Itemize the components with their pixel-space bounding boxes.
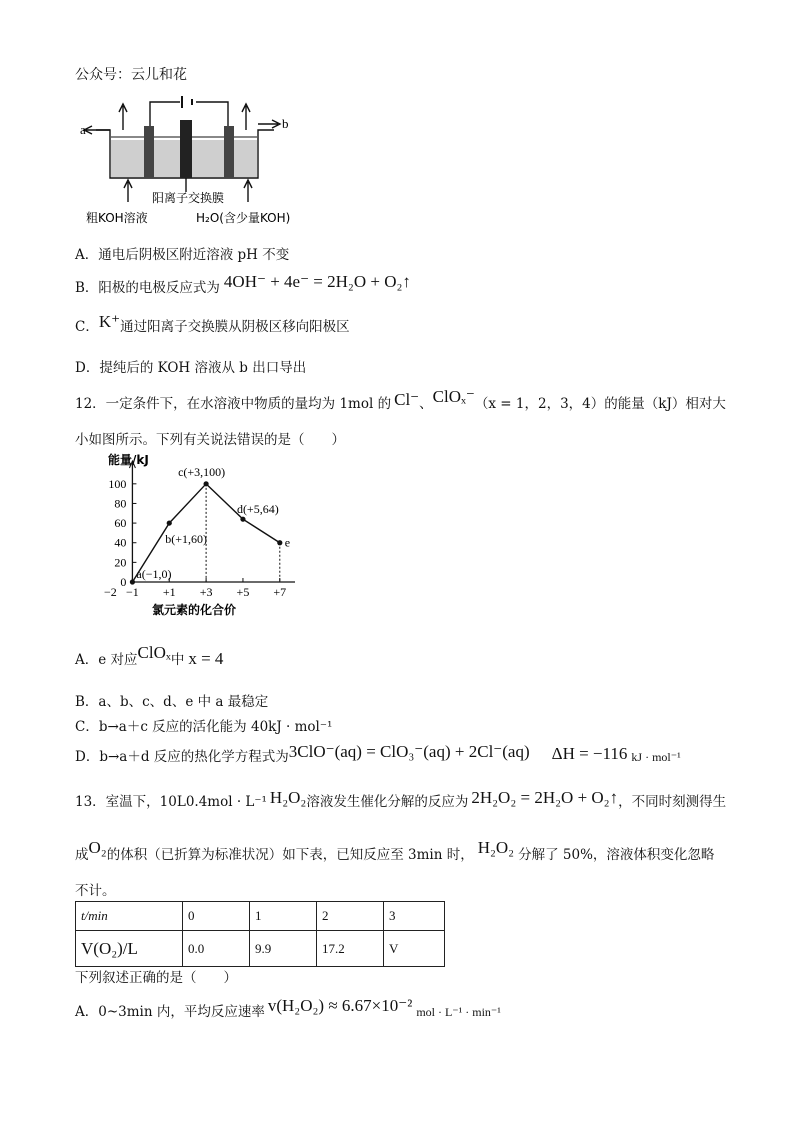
data-point: [204, 481, 209, 486]
x-tick-label: −2: [104, 585, 117, 599]
q12-option-b: B．a、b、c、d、e 中 a 最稳定: [75, 694, 269, 710]
table-row: [76, 931, 445, 967]
q12-option-a-symbol: ClOₓ: [137, 643, 171, 662]
chart-ylabel: 能量/kJ: [108, 453, 149, 467]
point-label: d(+5,64): [236, 502, 279, 517]
q13-option-a: [75, 996, 501, 1021]
x-tick-label: +7: [273, 585, 287, 599]
q12-option-a-mid: 中: [170, 652, 185, 668]
table-header-volume: V(O₂)/L: [76, 931, 183, 967]
data-point: [167, 520, 172, 525]
q13-h2o2: H₂O₂: [269, 788, 307, 807]
y-tick-label: 20: [114, 555, 127, 570]
q13-equation: 2H₂O₂ = 2H₂O + O₂↑: [471, 788, 619, 807]
q11-option-b-equation: 4OH⁻ + 4e⁻ = 2H₂O + O₂↑: [223, 272, 411, 291]
membrane-label: 阳离子交换膜: [152, 191, 225, 205]
x-tick-label: −1: [126, 585, 139, 599]
y-tick-label: 60: [114, 516, 127, 531]
q11-option-b: [75, 272, 411, 297]
outlet-b-label: b: [282, 116, 289, 131]
q12-stem-prefix: 12．一定条件下，在水溶液中物质的量均为 1mol 的: [75, 396, 392, 412]
q12-x-values: （x = 1，2，3，4）的能量（kJ）相对大: [474, 396, 726, 412]
q12-stem-line2: 小如图所示。下列有关说法错误的是（ ）: [75, 432, 345, 448]
q11-option-c: [75, 312, 350, 336]
q11-option-a: A．通电后阴极区附近溶液 pH 不变: [75, 247, 290, 263]
y-tick-label: 40: [114, 535, 127, 550]
q13-stem-mid: 溶液发生催化分解的反应为: [306, 794, 469, 810]
data-point: [240, 517, 245, 522]
table-cell: 1: [250, 902, 317, 931]
chart-xlabel: 氯元素的化合价: [152, 603, 237, 617]
q13-stem-line4: 下列叙述正确的是（ ）: [75, 970, 237, 986]
q13-stem-line3: 不计。: [75, 883, 116, 899]
y-tick-label: 0: [120, 575, 127, 589]
table-cell: V: [384, 931, 445, 967]
q12-option-d-prefix: D．b→a＋d 反应的热化学方程式为: [75, 749, 289, 765]
table-header-time: t/min: [81, 908, 108, 923]
q13-stem-line2: [75, 838, 715, 864]
q13-stem2-prefix: 成: [75, 847, 89, 863]
q13-stem2-mid: 的体积（已折算为标准状况）如下表，已知反应至 3min 时，: [106, 847, 474, 863]
table-cell: 0.0: [183, 931, 250, 967]
data-point: [130, 579, 135, 584]
q12-stem-line1: [75, 387, 726, 413]
y-tick-label: 80: [114, 496, 127, 511]
table-cell: 0: [183, 902, 250, 931]
q12-option-d: [75, 742, 681, 766]
q12-chloride: Cl⁻: [394, 390, 420, 409]
q12-option-d-unit: kJ · mol⁻¹: [631, 750, 681, 764]
left-inlet-label: 粗KOH溶液: [86, 211, 148, 225]
q13-option-a-prefix: A．0~3min 内，平均反应速率: [75, 1004, 265, 1020]
header-text: 公众号：云儿和花: [75, 67, 187, 83]
q13-h2o2-2: H₂O₂: [477, 838, 515, 857]
point-label: a(−1,0): [136, 567, 172, 581]
q12-option-a: [75, 643, 224, 669]
electrolysis-diagram: [78, 92, 318, 232]
y-tick-label: 100: [108, 476, 127, 491]
table-cell: 9.9: [250, 931, 317, 967]
q12-option-a-eq: x = 4: [188, 649, 224, 668]
q12-option-c: C．b→a＋c 反应的活化能为 40kJ · mol⁻¹: [75, 719, 333, 735]
q11-option-c-text: 通过阳离子交换膜从阴极区移向阳极区: [120, 319, 350, 335]
point-label: c(+3,100): [178, 464, 226, 479]
q13-option-a-unit: mol · L⁻¹ · min⁻¹: [416, 1005, 501, 1019]
q13-stem-end: ，不同时刻测得生: [618, 794, 727, 810]
q13-stem2-end: 分解了 50%，溶液体积变化忽略: [518, 847, 715, 863]
q13-stem-line1: [75, 790, 726, 811]
q11-option-c-symbol: K⁺: [98, 312, 121, 331]
table-cell: 2: [317, 902, 384, 931]
q12-separator: 、: [419, 396, 433, 412]
right-inlet-label: H₂O(含少量KOH): [196, 211, 291, 225]
point-label: b(+1,60): [165, 532, 208, 547]
q12-chlorate: ClOₓ⁻: [432, 387, 475, 406]
outlet-a-label: a: [80, 122, 86, 137]
data-point: [277, 540, 282, 545]
table-row: [76, 902, 445, 931]
table-cell: 3: [384, 902, 445, 931]
x-tick-label: +3: [199, 585, 213, 599]
point-label: e: [284, 535, 291, 550]
q11-option-d: D．提纯后的 KOH 溶液从 b 出口导出: [75, 360, 307, 376]
q13-o2: O₂: [88, 838, 107, 857]
q11-option-b-prefix: B．阳极的电极反应式为: [75, 280, 220, 296]
x-tick-label: +5: [236, 585, 250, 599]
table-cell: 17.2: [317, 931, 384, 967]
energy-chart: [74, 452, 314, 622]
q13-data-table: [75, 901, 445, 967]
q13-option-a-eq: v(H₂O₂) ≈ 6.67×10⁻²: [267, 996, 413, 1015]
q12-option-d-equation: 3ClO⁻(aq) = ClO₃⁻(aq) + 2Cl⁻(aq): [288, 742, 530, 761]
q12-option-d-dh: ΔH = −116: [551, 744, 628, 763]
x-tick-label: +1: [162, 585, 176, 599]
q13-stem-prefix: 13．室温下，10L0.4mol · L⁻¹: [75, 794, 267, 810]
q11-option-c-prefix: C．: [75, 319, 99, 335]
q12-option-a-prefix: A．e 对应: [75, 652, 138, 668]
